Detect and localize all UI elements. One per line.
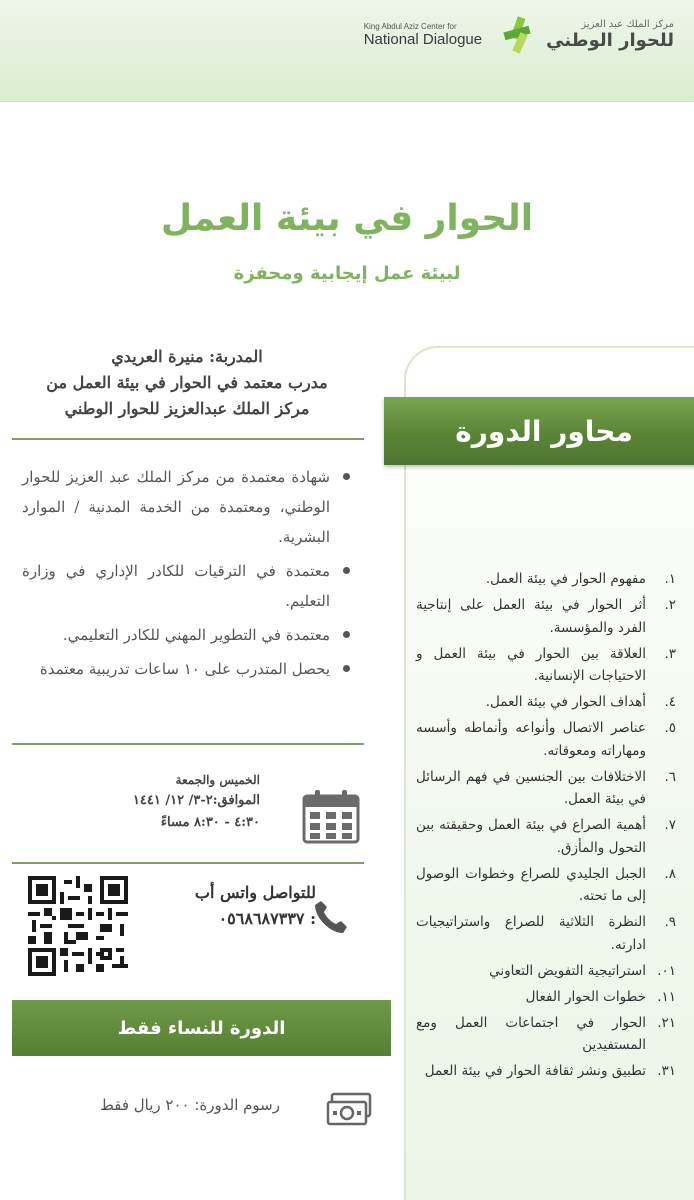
logo-mark-icon [498,15,538,55]
topic-number: ٢١. [657,1014,676,1031]
money-icon [326,1092,372,1128]
list-item: معتمدة في التطوير المهني للكادر التعليمي. [22,620,354,650]
topic-text: الاختلافات بين الجنسين في فهم الرسائل في بيئة العمل. [416,768,646,807]
topic-number: ١. [664,571,676,587]
divider [12,743,364,745]
topic-text: أهمية الصراع في بيئة العمل وحقيقته بين التحول والمأزق. [416,817,646,856]
list-item: شهادة معتمدة من مركز الملك عبد العزيز للحوار الوطني، ومعتمدة من الخدمة المدنية / الموارد البشرية. [22,462,354,552]
topics-ribbon: محاور الدورة [384,397,694,465]
topic-text: الجبل الجليدي للصراع وخطوات الوصول إلى ما تحته. [416,865,646,904]
list-item [416,863,676,908]
logo-ar-small: مركز الملك عبد العزيز [581,19,674,30]
center-logo[interactable] [364,10,674,60]
logo-en-big: National Dialogue [363,31,483,48]
list-item [416,766,676,811]
list-item [416,717,676,762]
qr-code-icon[interactable] [28,876,128,976]
list-item [416,1012,676,1057]
topic-number: ١١. [657,988,676,1005]
list-item [416,960,676,983]
list-item [416,594,676,639]
topic-text: الحوار في اجتماعات العمل ومع المستفيدين [416,1014,646,1053]
topic-text: أثر الحوار في بيئة العمل على إنتاجية الفرد والمؤسسة. [416,597,646,636]
page-subtitle: لبيئة عمل إيجابية ومحفزة [233,263,461,284]
trainer-center: مركز الملك عبدالعزيز للحوار الوطني [64,399,310,418]
topic-number: ٢. [664,597,676,613]
topic-text: النظرة الثلاثية للصراع واستراتيجيات ادارته. [416,914,646,953]
list-item: معتمدة في الترقيات للكادر الإداري في وزارة التعليم. [22,556,354,616]
list-item [416,691,676,714]
page-title: الحوار في بيئة العمل [160,198,534,239]
schedule-info [60,770,260,834]
course-fee: رسوم الدورة: ٢٠٠ ريال فقط [100,1096,280,1114]
topic-text: عناصر الاتصال وأنواعه وأنماطه وأسسه ومهاراته ومعوقاته. [416,720,646,759]
topic-number: ٤. [664,694,676,710]
divider [12,862,364,864]
header-banner [0,0,694,102]
trainer-info [12,344,362,422]
topic-number: ٨. [664,865,676,882]
topic-text: العلاقة بين الحوار في بيئة العمل و الاحتياجات الإنسانية. [416,645,646,684]
schedule-time: ٤:٣٠ - ٨:٣٠ مساءً [160,815,260,830]
schedule-date: الموافق:٢-٣/ ١٢/ ١٤٤١ [132,793,260,808]
topic-number: ٩. [664,914,676,930]
topic-text: استراتيجية التفويض التعاوني [489,962,646,979]
logo-english [364,22,482,48]
list-item: يحصل المتدرب على ١٠ ساعات تدريبية معتمدة [22,654,354,684]
logo-en-small: King Abdul Aziz Center for [363,22,457,31]
topic-text: أهداف الحوار في بيئة العمل. [485,694,646,710]
accreditation-list [22,462,354,688]
list-item [416,643,676,688]
topics-list [416,568,676,1086]
topic-number: ٦. [664,768,676,785]
schedule-days: الخميس والجمعة [175,773,260,787]
topic-text: تطبيق ونشر ثقافة الحوار في بيئة العمل [424,1063,646,1079]
topic-number: ٣. [664,645,676,662]
topic-text: مفهوم الحوار في بيئة العمل. [485,571,646,587]
trainer-credential: مدرب معتمد في الحوار في بيئة العمل من [46,373,328,392]
topic-number: ٥. [664,720,676,736]
logo-arabic [546,19,674,51]
topic-number: ٣١. [657,1063,676,1079]
whatsapp-contact [140,880,316,932]
list-item [416,911,676,956]
list-item [416,1060,676,1083]
women-only-banner: الدورة للنساء فقط [12,1000,391,1056]
trainer-name: المدربة: منيرة العريدي [111,347,263,366]
contact-label: للتواصل واتس أب [194,883,316,902]
list-item [416,814,676,859]
list-item [416,986,676,1009]
topic-number: ٠١. [657,962,676,979]
divider [12,438,364,440]
topic-number: ٧. [664,817,676,833]
calendar-icon [302,788,360,844]
logo-ar-big: للحوار الوطني [546,30,674,51]
topic-text: خطوات الحوار الفعال [525,988,646,1005]
phone-icon[interactable] [312,898,350,936]
list-item [416,568,676,591]
contact-number[interactable]: : ٠٥٦٨٦٨٧٣٣٧ [218,909,316,928]
